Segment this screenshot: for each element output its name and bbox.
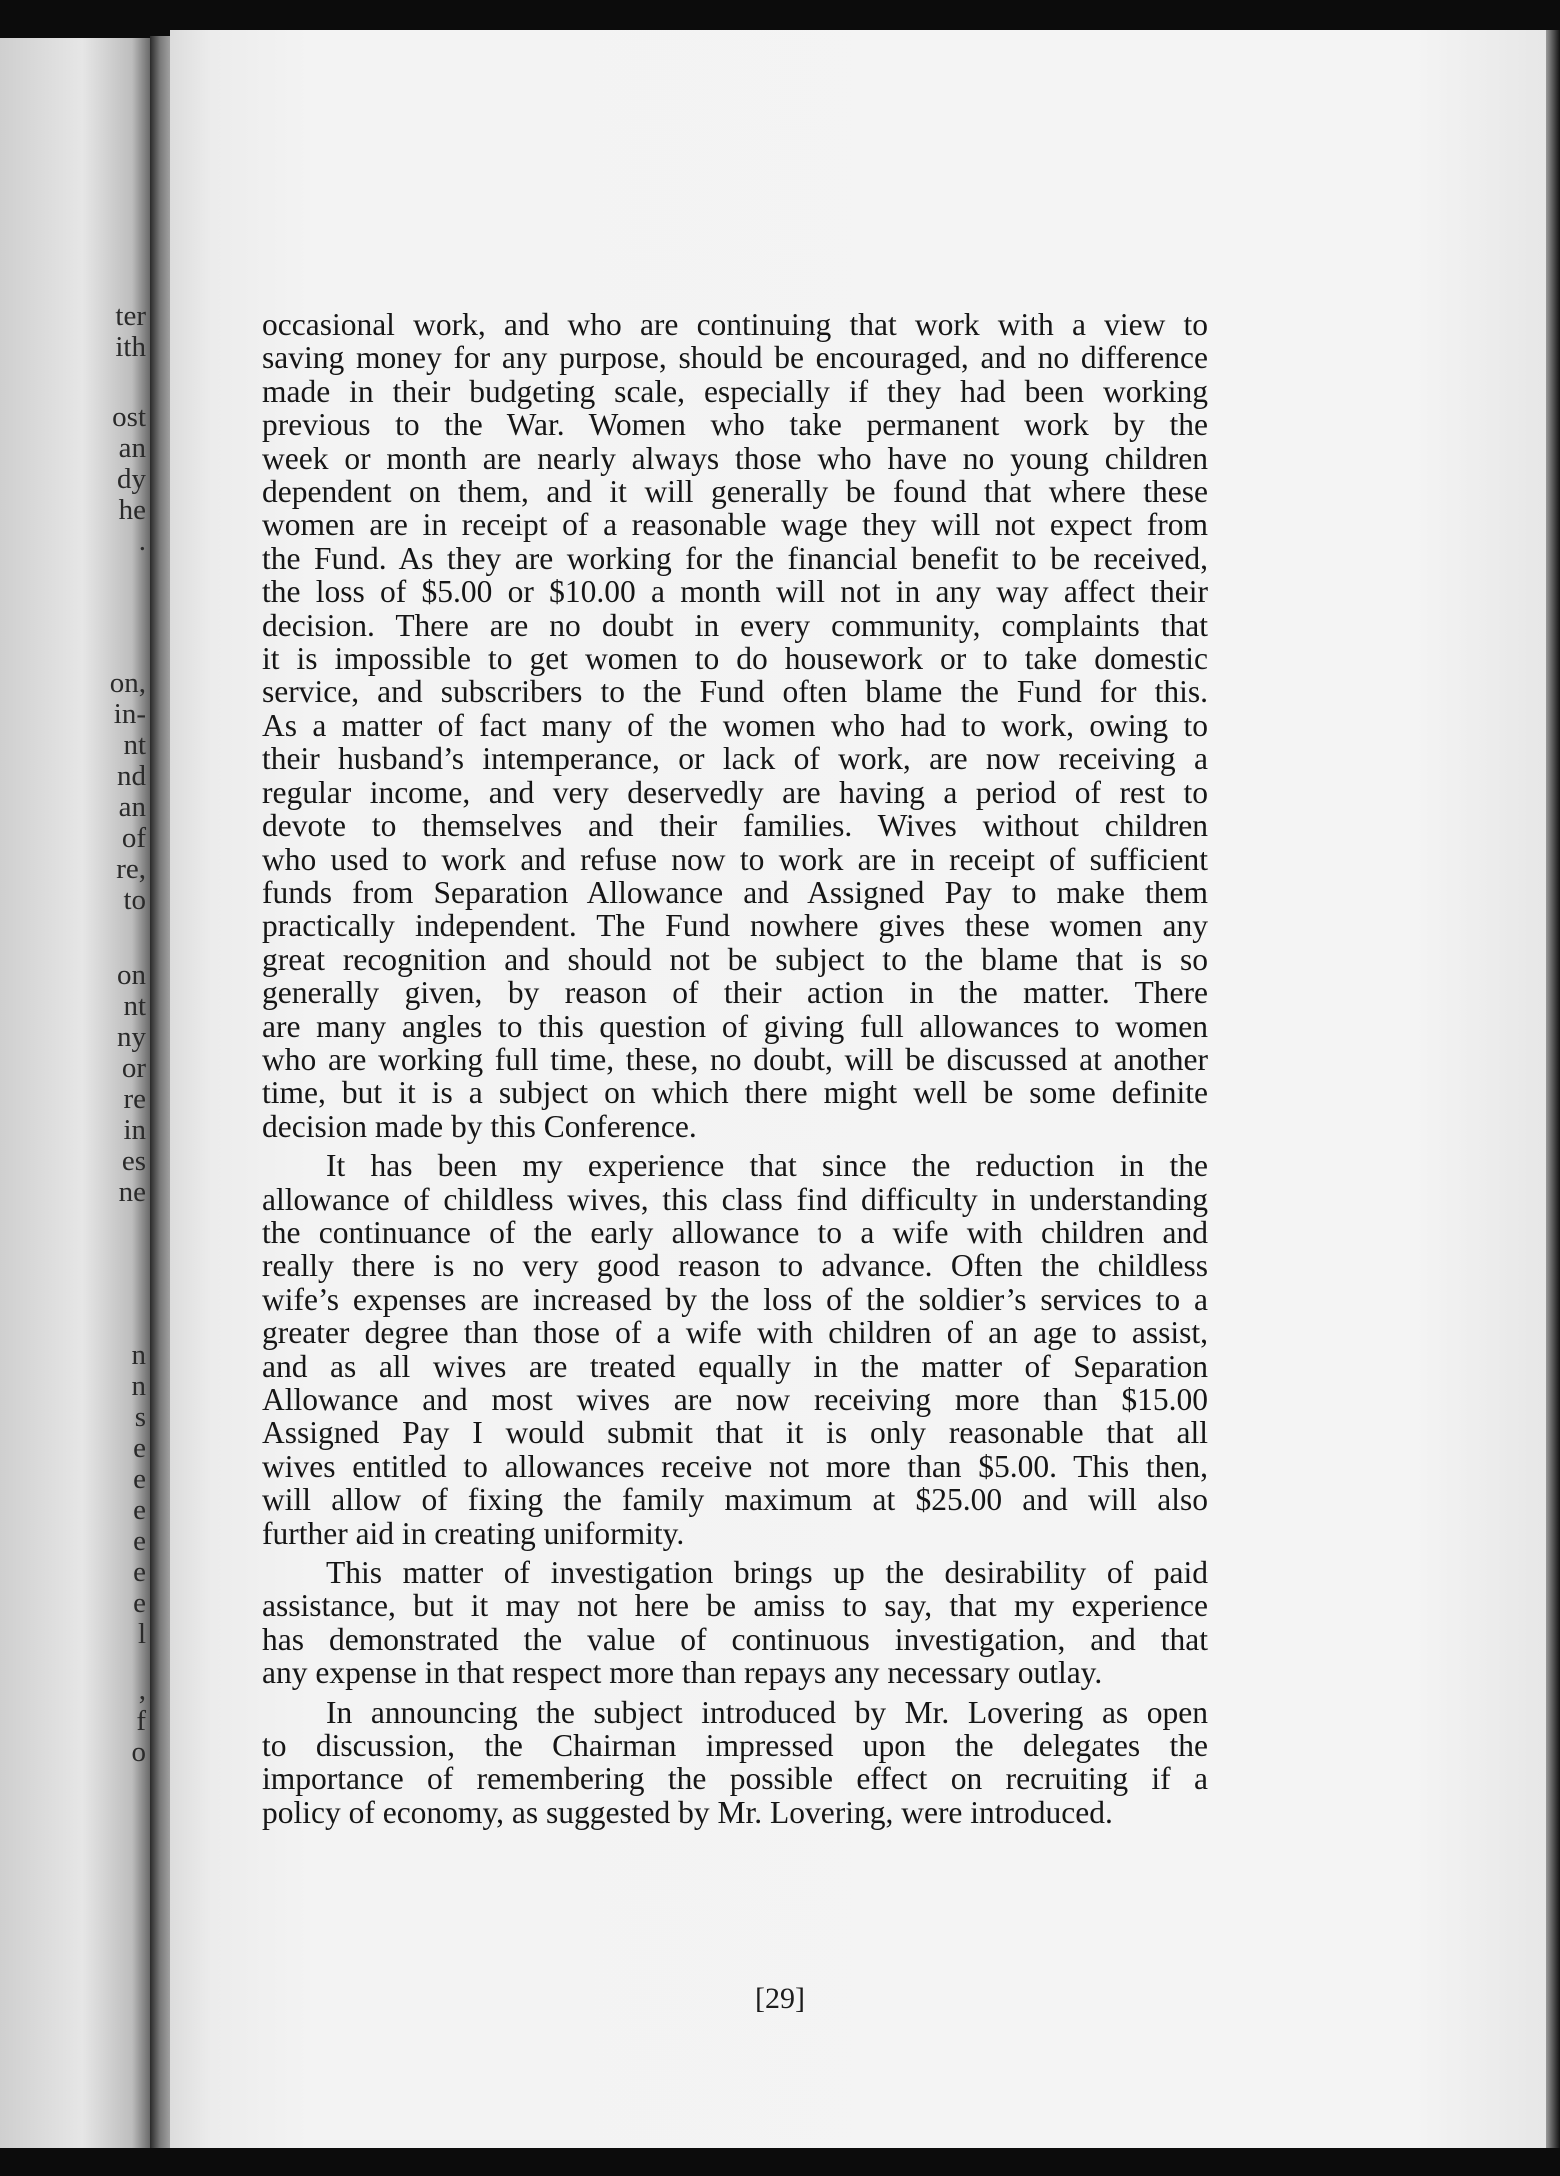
text-line: generally given, by reason of their action in the matter. There <box>262 975 1208 1011</box>
text-line: it is impossible to get women to do housework or to take domestic <box>262 641 1208 677</box>
left-fragment: re, <box>116 853 146 885</box>
text-line: service, and subscribers to the Fund often blame the Fund for this. <box>262 674 1208 710</box>
left-fragment: or <box>121 1052 146 1084</box>
body-text <box>262 308 1208 1829</box>
text-line: made in their budgeting scale, especially if they had been working <box>262 373 1208 409</box>
text-line: women are in receipt of a reasonable wage they will not expect from <box>262 507 1208 543</box>
text-line: are many angles to this question of giving full allowances to women <box>262 1008 1208 1044</box>
text-line: and as all wives are treated equally in the matter of Separation <box>262 1348 1208 1384</box>
left-page-edge <box>0 38 150 2150</box>
text-line: allowance of childless wives, this class find difficulty in understanding <box>262 1181 1208 1217</box>
text-line: importance of remembering the possible effect on recruiting if a <box>262 1761 1208 1797</box>
left-fragment: an <box>118 791 146 823</box>
left-fragment: n <box>131 1370 146 1402</box>
text-line: the continuance of the early allowance to a wife with children and <box>262 1214 1208 1250</box>
text-line: the Fund. As they are working for the financial benefit to be received, <box>262 540 1208 576</box>
left-page-text-fragments <box>0 38 150 2150</box>
left-fragment: in- <box>113 698 146 730</box>
left-fragment: nd <box>117 760 146 792</box>
left-fragment: . <box>138 525 146 557</box>
left-fragment: l <box>137 1618 146 1650</box>
left-fragment: re <box>123 1083 146 1115</box>
text-line: As a matter of fact many of the women who had to work, owing to <box>262 707 1208 743</box>
left-fragment: e <box>133 1494 146 1526</box>
text-line: who are working full time, these, no doubt, will be discussed at another <box>262 1041 1208 1077</box>
text-line: who used to work and refuse now to work are in receipt of sufficient <box>262 841 1208 877</box>
text-line: week or month are nearly always those who have no young children <box>262 440 1208 476</box>
text-line: to discussion, the Chairman impressed upon the delegates the <box>262 1728 1208 1764</box>
text-line: has demonstrated the value of continuous investigation, and that <box>262 1621 1208 1657</box>
left-fragment: n <box>131 1339 146 1371</box>
left-fragment: ter <box>115 300 146 332</box>
text-line: funds from Separation Allowance and Assigned Pay to make them <box>262 874 1208 910</box>
page-number: [29] <box>755 1982 805 2015</box>
left-fragment: e <box>133 1463 146 1495</box>
left-fragment: , <box>138 1674 146 1706</box>
text-line: really there is no very good reason to advance. Often the childless <box>262 1248 1208 1284</box>
paragraph-2 <box>262 1149 1208 1550</box>
left-fragment: dy <box>117 463 146 495</box>
text-line: decision. There are no doubt in every community, complaints that <box>262 607 1208 643</box>
text-line: wives entitled to allowances receive not more than $5.00. This then, <box>262 1448 1208 1484</box>
scan-bottom-edge <box>0 2148 1560 2176</box>
text-line: Allowance and most wives are now receiving more than $15.00 <box>262 1382 1208 1417</box>
left-fragment: ost <box>112 401 146 433</box>
left-fragment: of <box>121 822 146 854</box>
left-fragment: es <box>121 1145 146 1177</box>
text-line: This matter of investigation brings up the desirability of paid <box>326 1555 1208 1591</box>
text-line: will allow of fixing the family maximum at $25.00 and will also <box>262 1482 1208 1518</box>
left-fragment: o <box>131 1736 146 1768</box>
left-fragment: nt <box>123 990 146 1022</box>
text-line: any expense in that respect more than repays any necessary outlay. <box>262 1655 1103 1691</box>
text-line: their husband’s intemperance, or lack of work, are now receiving a <box>262 741 1208 777</box>
text-line: occasional work, and who are continuing that work with a view to <box>262 307 1208 342</box>
left-fragment: ne <box>118 1176 146 1208</box>
text-line: assistance, but it may not here be amiss to say, that my experience <box>262 1588 1208 1624</box>
paragraph-4 <box>262 1696 1208 1830</box>
left-fragment: nt <box>123 729 146 761</box>
left-fragment: on <box>117 959 146 991</box>
text-line: further aid in creating uniformity. <box>262 1515 685 1551</box>
text-line: practically independent. The Fund nowhere gives these women any <box>262 908 1208 944</box>
text-line: dependent on them, and it will generally be found that where these <box>262 474 1208 510</box>
paragraph-1 <box>262 308 1208 1143</box>
left-fragment: s <box>134 1401 146 1433</box>
left-fragment: e <box>133 1432 146 1464</box>
text-line: previous to the War. Women who take permanent work by the <box>262 407 1208 443</box>
text-line: saving money for any purpose, should be encouraged, and no difference <box>262 340 1208 376</box>
left-fragment: ny <box>117 1021 146 1053</box>
left-fragment: on, <box>109 667 146 699</box>
text-line: In announcing the subject introduced by Mr. Lovering as open <box>326 1694 1208 1730</box>
text-line: wife’s expenses are increased by the loss of the soldier’s services to a <box>262 1281 1208 1317</box>
text-line: Assigned Pay I would submit that it is only reasonable that all <box>262 1415 1208 1451</box>
text-line: regular income, and very deservedly are having a period of rest to <box>262 774 1208 810</box>
left-fragment: e <box>133 1525 146 1557</box>
left-fragment: in <box>123 1114 146 1146</box>
right-page-edge-shadow <box>1546 30 1560 2150</box>
text-line: policy of economy, as suggested by Mr. Lovering, were introduced. <box>262 1794 1113 1830</box>
left-fragment: to <box>123 884 146 916</box>
text-line: greater degree than those of a wife with children of an age to assist, <box>262 1315 1208 1351</box>
left-fragment: he <box>118 494 146 526</box>
text-line: It has been my experience that since the reduction in the <box>326 1148 1208 1184</box>
left-fragment: e <box>133 1556 146 1588</box>
left-fragment: e <box>133 1587 146 1619</box>
left-fragment: f <box>136 1705 146 1737</box>
paragraph-3 <box>262 1556 1208 1690</box>
text-line: great recognition and should not be subject to the blame that is so <box>262 941 1208 977</box>
text-line: time, but it is a subject on which there might well be some definite <box>262 1075 1208 1111</box>
text-line: decision made by this Conference. <box>262 1108 697 1144</box>
text-line: the loss of $5.00 or $10.00 a month will not in any way affect their <box>262 574 1208 610</box>
left-fragment: an <box>118 432 146 464</box>
left-fragment: ith <box>115 331 146 363</box>
text-line: devote to themselves and their families. Wives without children <box>262 808 1208 844</box>
